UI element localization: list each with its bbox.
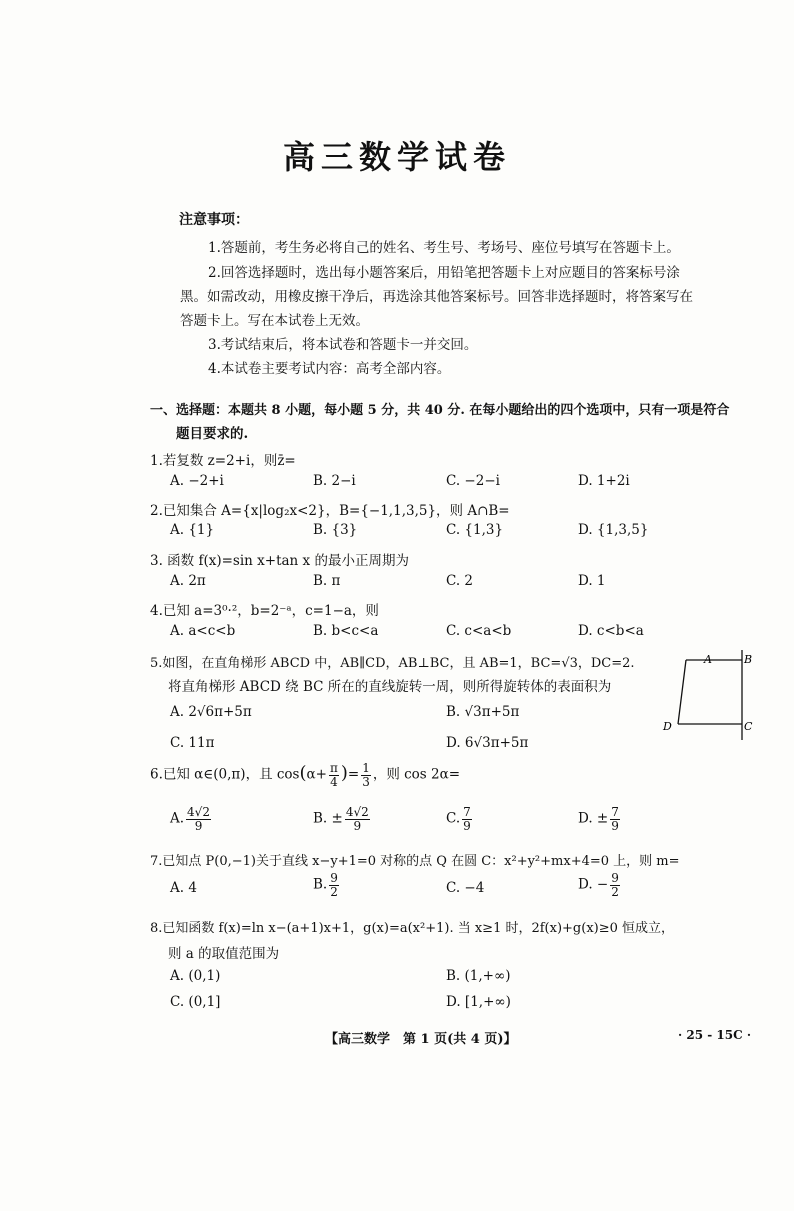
section-heading-cont: 题目要求的.: [176, 426, 249, 442]
q4-option-b: B. b<c<a: [313, 623, 379, 639]
q5-option-b: B. √3π+5π: [446, 704, 520, 720]
q5-option-c: C. 11π: [170, 735, 215, 751]
q6-fraction-one-third: [361, 762, 371, 788]
q6-right-paren: ): [340, 762, 348, 784]
q7b-num: 9: [330, 871, 338, 885]
q1-option-c: C. −2−i: [446, 473, 500, 489]
q6-fraction-pi-over-4: [329, 762, 339, 788]
q4-option-d: D. c<b<a: [578, 623, 644, 639]
question-2-stem: 2.已知集合 A={x|log₂x<2}，B={−1,1,3,5}，则 A∩B=: [150, 503, 510, 519]
q6-option-b-frac: [345, 806, 370, 832]
q6-left-paren: (: [299, 762, 307, 784]
question-4-stem: 4.已知 a=3⁰·²，b=2⁻ᵃ，c=1−a，则: [150, 603, 379, 619]
notes-line-1: 1.答题前，考生务必将自己的姓名、考生号、考场号、座位号填写在答题卡上。: [208, 240, 680, 256]
q2-option-c: C. {1,3}: [446, 522, 504, 538]
q7-option-b-label: B.: [313, 876, 328, 893]
q8-option-b: B. (1,+∞): [446, 968, 511, 984]
q6-option-a: [170, 806, 213, 832]
notes-line-4: 答题卡上。写在本试卷上无效。: [180, 313, 369, 329]
q7b-den: 2: [330, 884, 338, 899]
q1-option-a: A. −2+i: [170, 473, 224, 489]
q2-option-b: B. {3}: [313, 522, 358, 538]
q3-option-c: C. 2: [446, 573, 474, 589]
q6d-num: 7: [611, 805, 619, 819]
q6a-num: 4√2: [187, 805, 210, 819]
question-5-stem: 5.如图，在直角梯形 ABCD 中，AB∥CD，AB⊥BC，且 AB=1，BC=√3，DC=2.: [150, 656, 635, 671]
q2-option-d: D. {1,3,5}: [578, 522, 649, 538]
q6-option-c: [446, 806, 474, 832]
question-6-stem: [150, 762, 460, 788]
trapezoid-figure: [658, 650, 758, 740]
q3-option-a: A. 2π: [170, 573, 206, 589]
q6-stem-part-b: α+: [306, 766, 327, 783]
q7-option-d: [578, 872, 622, 898]
q6-option-d: [578, 806, 622, 832]
q8-option-a: A. (0,1): [170, 968, 221, 984]
notes-line-3: 黑。如需改动，用橡皮擦干净后，再选涂其他答案标号。回答非选择题时，将答案写在: [180, 289, 693, 305]
q6-stem-part-d: ，则 cos 2α=: [372, 766, 461, 783]
notes-line-5: 3.考试结束后，将本试卷和答题卡一并交回。: [208, 337, 478, 353]
q7-option-d-frac: [610, 872, 620, 898]
q6-frac2-num: 1: [362, 761, 370, 775]
q1-option-d: D. 1+2i: [578, 473, 630, 489]
q6c-num: 7: [463, 805, 471, 819]
q7d-den: 2: [611, 884, 619, 899]
q6b-den: 9: [353, 818, 362, 833]
q6a-den: 9: [194, 818, 203, 833]
figure-label-c: C: [744, 720, 753, 733]
q7-option-b: [313, 872, 341, 898]
q6-frac-num: π: [329, 761, 338, 775]
figure-label-d: D: [663, 720, 672, 733]
question-3-stem: 3. 函数 f(x)=sin x+tan x 的最小正周期为: [150, 553, 409, 569]
q8-option-c: C. (0,1]: [170, 994, 221, 1010]
q6-frac-den: 4: [330, 774, 338, 789]
q5-option-d: D. 6√3π+5π: [446, 735, 529, 751]
q2-option-a: A. {1}: [170, 522, 215, 538]
section-heading: 一、选择题：本题共 8 小题，每小题 5 分，共 40 分. 在每小题给出的四个选项中，只有一项是符合: [150, 403, 730, 418]
notes-line-2: 2.回答选择题时，选出每小题答案后，用铅笔把答题卡上对应题目的答案标号涂: [208, 265, 680, 281]
q6-stem-part-a: 6.已知 α∈(0,π)，且 cos: [150, 766, 300, 783]
footer-page-info: 【高三数学 第 1 页(共 4 页)】: [325, 1032, 517, 1047]
q6d-den: 9: [611, 818, 619, 833]
q6-option-a-label: A.: [170, 810, 185, 827]
notes-heading: 注意事项：: [179, 212, 249, 228]
q6-option-b-label: B. ±: [313, 810, 343, 827]
q8-option-d: D. [1,+∞): [446, 994, 511, 1010]
q4-option-a: A. a<c<b: [170, 623, 236, 639]
q3-option-d: D. 1: [578, 573, 606, 589]
figure-label-a: A: [704, 653, 712, 666]
figure-label-b: B: [744, 653, 753, 666]
question-1-stem: 1.若复数 z=2+i，则z̄=: [150, 453, 296, 469]
q3-option-b: B. π: [313, 573, 341, 589]
q6-stem-part-c: =: [347, 766, 360, 783]
footer-code: · 25 - 15C ·: [678, 1028, 751, 1042]
q7-option-a: A. 4: [170, 880, 197, 896]
page-title: 高三数学试卷: [282, 138, 511, 176]
q6-frac2-den: 3: [362, 774, 370, 789]
q7-option-b-frac: [329, 872, 339, 898]
q6b-num: 4√2: [345, 805, 369, 819]
question-8-stem: 8.已知函数 f(x)=ln x−(a+1)x+1，g(x)=a(x²+1). 当 x≥1 时，2f(x)+g(x)≥0 恒成立，: [150, 921, 675, 936]
q6-option-d-label: D. ±: [578, 810, 609, 827]
notes-line-6: 4.本试卷主要考试内容：高考全部内容。: [208, 361, 451, 377]
q7-option-c: C. −4: [446, 880, 485, 896]
question-7-stem: 7.已知点 P(0,−1)关于直线 x−y+1=0 对称的点 Q 在圆 C：x²+y²+mx+4=0 上，则 m=: [150, 854, 680, 869]
q6c-den: 9: [463, 818, 471, 833]
q4-option-c: C. c<a<b: [446, 623, 512, 639]
q6-option-c-label: C.: [446, 810, 461, 827]
q5-option-a: A. 2√6π+5π: [170, 704, 252, 720]
q7d-num: 9: [611, 871, 619, 885]
q1-option-b: B. 2−i: [313, 473, 356, 489]
q7-option-d-label: D. −: [578, 876, 609, 893]
q6-option-b: [313, 806, 372, 832]
q6-option-a-frac: [186, 806, 211, 832]
question-5-stem-cont: 将直角梯形 ABCD 绕 BC 所在的直线旋转一周，则所得旋转体的表面积为: [168, 679, 612, 695]
question-8-stem-cont: 则 a 的取值范围为: [168, 946, 280, 962]
q6-option-d-frac: [610, 806, 620, 832]
q6-option-c-frac: [462, 806, 472, 832]
